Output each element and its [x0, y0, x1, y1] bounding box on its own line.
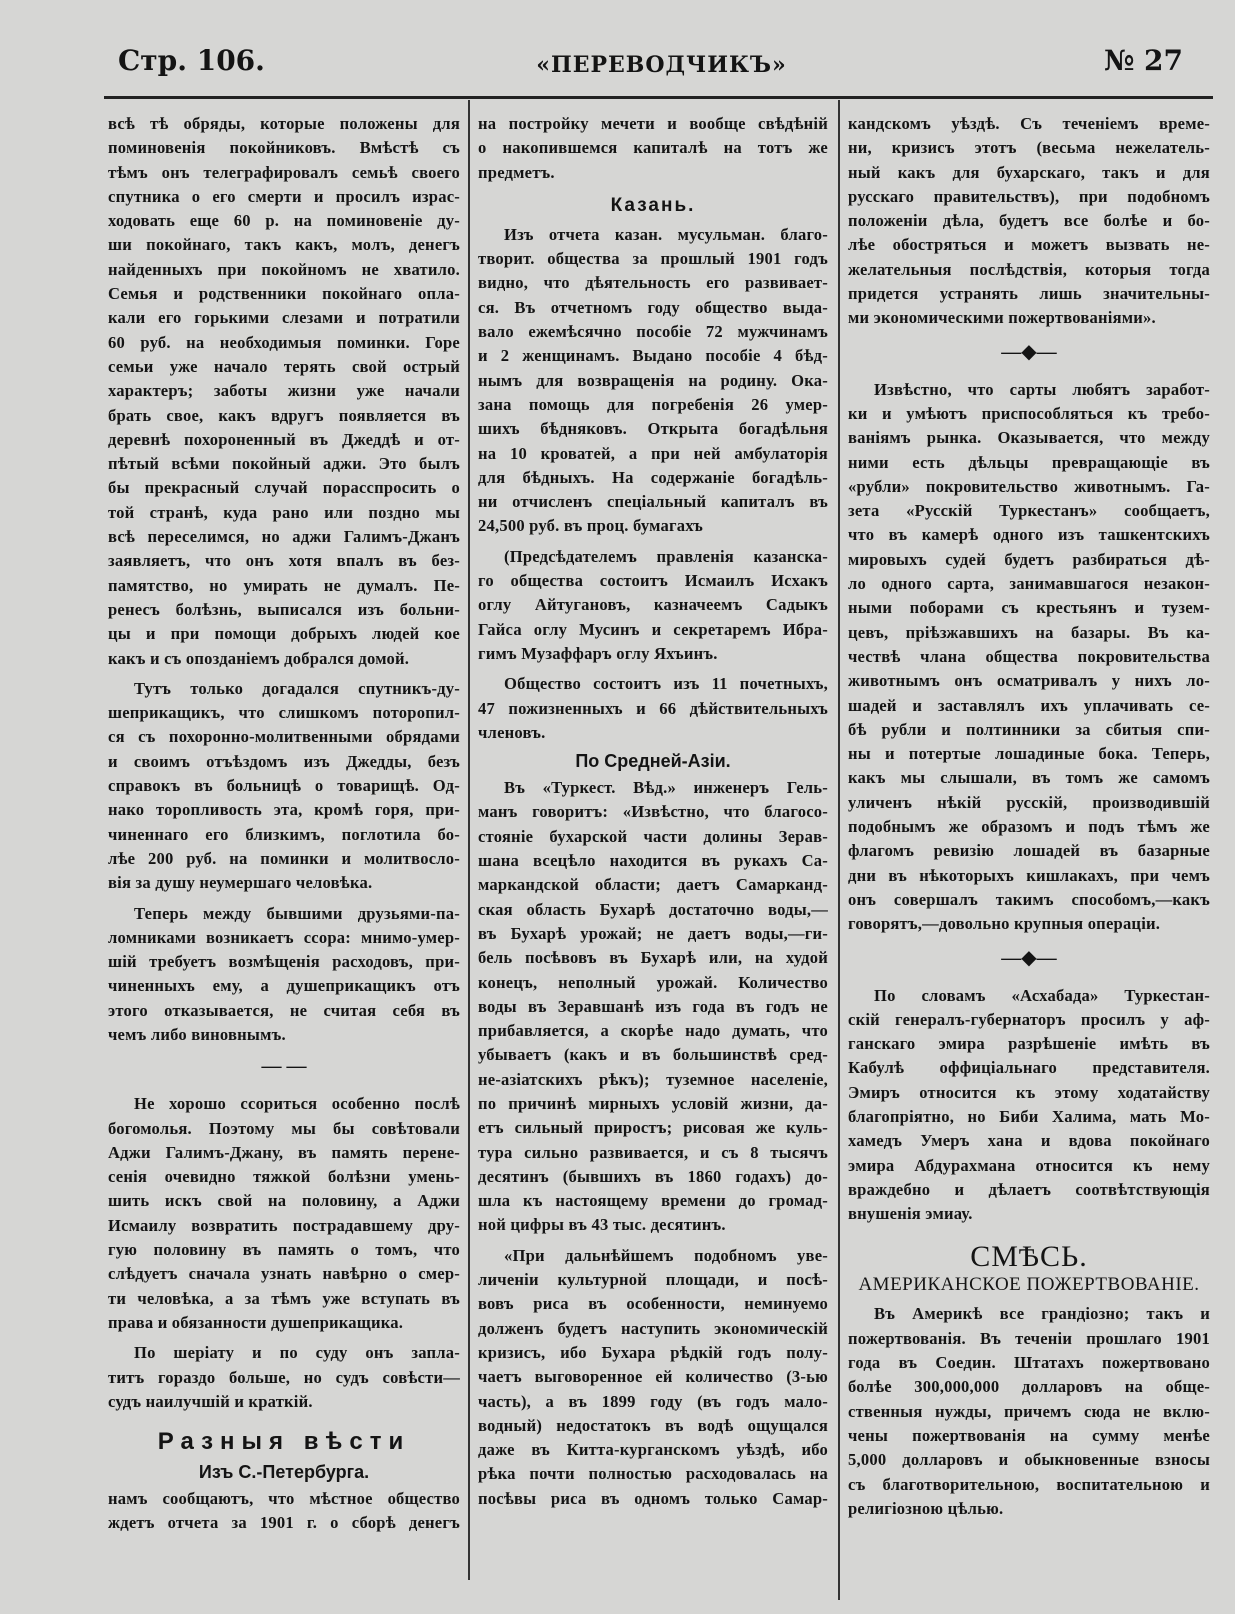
text-line: кризисъ, ибо Бухара рѣдкій годъ полу- [478, 1342, 828, 1362]
text-line: бель посѣвовъ въ Бухарѣ или, на худой [478, 948, 828, 968]
text-line: ждетъ отчета за 1901 г. о сборѣ денегъ [108, 1513, 460, 1533]
text-line: оглу Айтугановъ, казначеемъ Садыкъ [478, 595, 828, 615]
text-line: семьи уже начало терять свой острый [108, 356, 460, 376]
paragraph [108, 902, 460, 1048]
text-line: ходовать еще 60 р. на поминовеніе ду- [108, 211, 460, 231]
text-line: Гайса оглу Мусинъ и секретаремъ Ибра- [478, 619, 828, 639]
text-line: бѣ рубли и полтинники за сбитыя спи- [848, 719, 1210, 739]
text-line: ганскаго эмира разрѣшеніе имѣть въ [848, 1034, 1210, 1054]
text-line: манъ говоритъ: «Извѣстно, что благосо- [478, 802, 828, 822]
text-line: животнымъ онъ осматривалъ у нихъ ло- [848, 671, 1210, 691]
text-line: спутника о его смерти и просилъ израс- [108, 186, 460, 206]
text-line: и своимъ отъѣздомъ изъ Джедды, безъ [108, 751, 460, 771]
text-line: лѣе 200 руб. на поминки и молитвосло- [108, 848, 460, 868]
text-line: и 2 женщинамъ. Выдано пособіе 4 бѣд- [478, 346, 828, 366]
paragraph [848, 1302, 1210, 1521]
text-line: Въ Америкѣ все грандіозно; такъ и [874, 1304, 1210, 1324]
text-line: воды въ Зеравшанѣ изъ года въ годъ не [478, 996, 828, 1016]
text-line: прибавляется, а скорѣе надо думать, что [478, 1021, 828, 1041]
paragraph [108, 112, 460, 671]
text-line: Извѣстно, что сарты любятъ заработ- [874, 379, 1210, 399]
page-number: Стр. 106. [118, 44, 265, 77]
text-line: ми экономическими пожертвованіями». [848, 308, 1156, 328]
text-line: благопріятно, но Биби Халима, мать Мо- [848, 1106, 1210, 1126]
column-divider [468, 100, 470, 1580]
text-line: года въ Соедин. Штатахъ пожертвовано [848, 1353, 1210, 1373]
column-1 [108, 112, 460, 1542]
text-line: шеприкащикъ, что слишкомъ поторопил- [108, 703, 460, 723]
column-2 [478, 112, 828, 1517]
text-line: подобнымъ же образомъ и подъ тѣмъ же [848, 817, 1210, 837]
text-line: флагомъ ревизію лошадей въ базарные [848, 841, 1210, 861]
text-line: Исмаилу возвратить пострадавшему дру- [108, 1215, 460, 1235]
section-separator: —◆— [1001, 340, 1057, 363]
paragraph [848, 984, 1210, 1227]
paragraph [478, 112, 828, 185]
text-line: найденныхъ при покойномъ не хватило. [108, 259, 460, 279]
text-line: религіозною цѣлью. [848, 1498, 1004, 1518]
text-line: рѣка почти полностью расходовалась на [478, 1464, 828, 1484]
text-line: эмира Абдурахмана относится къ нему [848, 1155, 1210, 1175]
text-line: положеніи дѣла, будетъ все болѣе и бо- [848, 211, 1210, 231]
text-line: въ Бухарѣ урожай; не даетъ воды,—ги- [478, 923, 828, 943]
text-line: нымъ для возвращенія на родину. Ока- [478, 370, 828, 390]
text-line: водный) недостатокъ въ водѣ ощущался [478, 1415, 828, 1435]
paragraph [108, 677, 460, 896]
text-line: «рубли» покровительство животнымъ. Га- [848, 476, 1210, 496]
text-line: Тутъ только догадался спутникъ-ду- [134, 678, 460, 698]
paragraph [108, 1487, 460, 1536]
text-line: памятство, но умирать не думалъ. Пе- [108, 575, 460, 595]
text-line: 60 руб. на необходимыя поминки. Горе [108, 332, 460, 352]
text-line: ними есть дѣльцы превращающіе въ [848, 452, 1210, 472]
text-line: 5,000 долларовъ и обыкновенные взносы [848, 1450, 1210, 1470]
text-line: предметъ. [478, 162, 555, 182]
text-line: намъ сообщаютъ, что мѣстное общество [108, 1489, 460, 1509]
section-heading: По Средней-Азіи. [575, 751, 731, 772]
text-line: ки и умѣютъ приспособляться къ требо- [848, 403, 1210, 423]
text-line: ной цифры въ 43 тыс. десятинъ. [478, 1215, 726, 1235]
text-line: ши покойнаго, такъ какъ, молъ, денегъ [108, 235, 460, 255]
text-line: на постройку мечети и вообще свѣдѣній [478, 114, 828, 133]
text-line: богомолья. Поэтому мы бы совѣтовали [108, 1118, 460, 1138]
text-line: шла къ настоящему времени до громад- [478, 1191, 828, 1211]
paragraph [478, 1244, 828, 1511]
text-line: для бѣдныхъ. На содержаніе богадѣль- [478, 467, 828, 487]
text-line: убываетъ (какъ и въ большинствѣ сред- [478, 1045, 828, 1065]
text-line: Кабулѣ оффиціальнаго представителя. [848, 1058, 1210, 1078]
text-line: зета «Русскій Туркестанъ» сообщаетъ, [848, 501, 1210, 521]
text-line: тура сильно развивается, и съ 8 тысячъ [478, 1142, 828, 1162]
text-line: Общество состоитъ изъ 11 почетныхъ, [504, 674, 828, 694]
text-line: заявляетъ, что онъ хотя впалъ въ без- [108, 551, 460, 571]
text-line: ло одного сарта, занимавшагося незакон- [848, 574, 1210, 594]
text-line: придется устранять лишь значительны- [848, 284, 1210, 304]
text-line: нако торопливость эта, кромѣ горя, при- [108, 800, 460, 820]
text-line: онъ совершалъ такимъ способомъ,—какъ [848, 889, 1210, 909]
text-line: бы прекрасный случай порасспросить о [108, 478, 460, 498]
text-line: Семья и родственники покойнаго опла- [108, 284, 460, 304]
paragraph [108, 1341, 460, 1414]
text-line: брать свое, какъ вдругъ появляется въ [108, 405, 460, 425]
text-line: скій генералъ-губернаторъ просилъ у аф- [848, 1009, 1210, 1029]
text-line: гимъ Музаффаръ оглу Яхъинъ. [478, 643, 718, 663]
section-heading: Изъ С.-Петербурга. [198, 1462, 370, 1483]
text-line: долженъ будетъ наступить экономическій [478, 1318, 828, 1338]
text-line: го общества состоитъ Исмаилъ Исхакъ [478, 571, 828, 591]
text-line: Аджи Галимъ-Джану, въ память перене- [108, 1142, 460, 1162]
text-line: шить искъ свой на половину, а Аджи [108, 1191, 460, 1211]
text-line: хамедъ Умеръ хана и вдова покойнаго [848, 1131, 1210, 1151]
text-line: какъ и съ опозданіемъ добрался домой. [108, 648, 410, 668]
paragraph [848, 378, 1210, 937]
text-line: дни въ нѣкоторыхъ кишлакахъ, при чемъ [848, 865, 1210, 885]
text-line: шій требуетъ возмѣщенія расходовъ, при- [108, 952, 460, 972]
text-line: личеніи культурной площади, и посѣ- [478, 1270, 828, 1290]
text-line: съ благотворительною, воспитательною и [848, 1474, 1210, 1494]
text-line: «При дальнѣйшемъ подобномъ уве- [504, 1245, 828, 1265]
text-line: членовъ. [478, 722, 546, 742]
text-line: Изъ отчета казан. мусульман. благо- [504, 224, 828, 244]
paragraph [848, 112, 1210, 331]
text-line: шихъ бѣдняковъ. Открыта богадѣльня [478, 419, 828, 439]
text-line: уличенъ нѣкій русскій, производившій [848, 792, 1210, 812]
text-line: ти человѣка, а за тѣмъ уже вступать въ [108, 1288, 460, 1308]
text-line: гую половину въ память о томъ, что [108, 1240, 460, 1260]
text-line: справокъ въ больницѣ о товарищѣ. Од- [108, 776, 460, 796]
paragraph [478, 776, 828, 1238]
text-line: цевъ, пріѣзжавшихъ на базары. Въ ка- [848, 622, 1210, 642]
text-line: всѣ тѣ обряды, которые положены для [108, 114, 460, 133]
text-line: слѣдуетъ сначала узнать навѣрно о смер- [108, 1264, 460, 1284]
text-line: Въ «Туркест. Вѣд.» инженеръ Гель- [504, 778, 828, 798]
text-line: судъ наилучшій и краткій. [108, 1391, 313, 1411]
text-line: даже въ Китта-курганскомъ уѣздѣ, ибо [478, 1440, 828, 1460]
text-line: шадей и заставлялъ ихъ уплачивать се- [848, 695, 1210, 715]
text-line: той странѣ, куда рано или поздно мы [108, 502, 460, 522]
text-line: этого отказывается, не считая себя въ [108, 1000, 460, 1020]
text-line: ни, кризисъ этотъ (весьма нежелатель- [848, 138, 1210, 158]
paragraph [478, 223, 828, 539]
section-heading: Казань. [610, 194, 696, 216]
column-divider [838, 100, 840, 1600]
text-line: чаетъ выговоренное ей количество (3-ью [478, 1367, 828, 1387]
text-line: ный какъ для бухарскаго, такъ и для [848, 162, 1210, 182]
text-line: сенія очевидно тяжкой болѣзни умень- [108, 1167, 460, 1187]
text-line: конецъ, неполный урожай. Количество [478, 972, 828, 992]
text-line: внушенія эмиау. [848, 1204, 973, 1224]
text-line: враждебно и дѣлаетъ соотвѣтствующія [848, 1179, 1210, 1199]
section-separator: — — [261, 1055, 307, 1078]
text-line: кандскомъ уѣздѣ. Съ теченіемъ време- [848, 114, 1210, 133]
newspaper-title: «ПЕРЕВОДЧИКЪ» [536, 52, 787, 78]
text-line: Теперь между бывшими друзьями-па- [134, 903, 460, 923]
text-line: ваніямъ рынка. Оказывается, что между [848, 428, 1210, 448]
text-line: посѣвы риса въ одномъ только Самар- [478, 1488, 828, 1508]
text-line: зана помощь для погребенія 26 умер- [478, 394, 828, 414]
text-line: деревнѣ похороненный въ Джеддѣ и от- [108, 429, 460, 449]
text-line: русскаго правительствъ), при подобномъ [848, 186, 1210, 206]
text-line: что въ камерѣ одного изъ ташкентскихъ [848, 525, 1210, 545]
text-line: чествѣ члана общества покровительства [848, 646, 1210, 666]
text-line: 47 пожизненныхъ и 66 дѣйствительныхъ [478, 698, 828, 718]
text-line: чемъ либо виновнымъ. [108, 1024, 286, 1044]
text-line: желательныя послѣдствія, которыя тогда [848, 259, 1210, 279]
text-line: 24,500 руб. въ проц. бумагахъ [478, 516, 703, 536]
text-line: ломниками возникаетъ ссора: мнимо-умер- [108, 927, 460, 947]
text-line: Не хорошо ссориться особенно послѣ [134, 1094, 460, 1114]
section-heading: Разныя вѣсти [157, 1428, 411, 1456]
text-line: не-азіатскихъ рѣкъ); туземное населеніе, [478, 1069, 828, 1089]
text-line: вовъ риса въ особенности, неминуемо [478, 1294, 828, 1314]
text-line: По словамъ «Асхабада» Туркестан- [874, 985, 1210, 1005]
text-line: чиненнаго его близкимъ, поглотила бо- [108, 824, 460, 844]
paragraph [108, 1092, 460, 1335]
text-line: ся. Въ отчетномъ году общество выда- [478, 297, 828, 317]
text-line: ными поборами съ крестьянъ и тузем- [848, 598, 1210, 618]
paragraph [478, 672, 828, 745]
text-line: тѣмъ онъ телеграфировалъ семьѣ своего [108, 162, 460, 182]
text-line: на 10 кроватей, а при ней амбулаторія [478, 443, 828, 463]
text-line: творит. общества за прошлый 1901 годъ [478, 249, 828, 269]
text-line: по причинѣ мирныхъ условій жизни, да- [478, 1093, 828, 1113]
text-line: десятинъ (бывшихъ въ 1860 годахъ) до- [478, 1166, 828, 1186]
text-line: чены пожертвованія на сумму менѣе [848, 1425, 1210, 1445]
text-line: По шеріату и по суду онъ запла- [134, 1343, 460, 1363]
text-line: цы и при помощи добрыхъ людей кое [108, 624, 460, 644]
page-header [110, 40, 1213, 84]
text-line: Эмиръ относится къ этому ходатайству [848, 1082, 1210, 1102]
section-separator: —◆— [1001, 946, 1057, 969]
text-line: поминовенія покойниковъ. Вмѣстѣ съ [108, 138, 460, 158]
text-line: видно, что дѣятельность его развивает- [478, 273, 828, 293]
section-heading: АМЕРИКАНСКОЕ ПОЖЕРТВОВАНІЕ. [858, 1274, 1200, 1296]
paragraph [478, 545, 828, 666]
text-line: ны и потертые лошадиные бока. Теперь, [848, 744, 1210, 764]
text-line: чиненныхъ ему, а душеприкащикъ отъ [108, 976, 460, 996]
text-line: шана всецѣло находится въ рукахъ Са- [478, 851, 828, 871]
text-line: о накопившемся капиталѣ на тотъ же [478, 138, 828, 158]
text-line: титъ гораздо больше, но судъ совѣсти— [108, 1367, 460, 1387]
text-line: часть), а въ 1899 году (въ годъ мало- [478, 1391, 828, 1411]
text-line: какъ мы слышали, въ томъ же самомъ [848, 768, 1210, 788]
text-line: характеръ; заботы жизни уже начали [108, 381, 460, 401]
text-line: ственныя нужды, причемъ сюда не вклю- [848, 1401, 1210, 1421]
header-rule [104, 96, 1213, 99]
text-line: говорятъ,—довольно крупныя операціи. [848, 914, 1161, 934]
text-line: маркандской области; даетъ Самарканд- [478, 875, 828, 895]
text-line: права и обязанности душеприкащика. [108, 1312, 404, 1332]
text-line: стояніе бухарской части долины Зерав- [478, 826, 828, 846]
text-line: етъ сильный приростъ; рисовая же куль- [478, 1118, 828, 1138]
issue-number: № 27 [1103, 44, 1183, 77]
text-line: мировыхъ судей будетъ разбираться дѣ- [848, 549, 1210, 569]
text-line: (Предсѣдателемъ правленія казанска- [504, 546, 828, 566]
text-line: ся съ похоронно-молитвенными обрядами [108, 727, 460, 747]
text-line: ренесъ болѣзнь, выписался изъ больни- [108, 599, 460, 619]
text-line: болѣе 300,000,000 долларовъ на обще- [848, 1377, 1210, 1397]
text-line: всѣ переселимся, но аджи Галимъ-Джанъ [108, 527, 460, 547]
text-line: пѣтый всѣми покойный аджи. Это былъ [108, 454, 460, 474]
text-line: пожертвованія. Въ теченіи прошлаго 1901 [848, 1328, 1210, 1348]
text-line: ни отчисленъ спеціальный капиталъ въ [478, 492, 828, 512]
section-heading: СМѢСЬ. [970, 1240, 1088, 1274]
column-3 [848, 112, 1210, 1527]
text-line: кали его горькими слезами и потратили [108, 308, 460, 328]
text-line: вало ежемѣсячно пособіе 72 мужчинамъ [478, 322, 828, 342]
text-line: вія за душу неумершаго человѣка. [108, 873, 373, 893]
text-line: ская область Бухарѣ достаточно воды,— [478, 899, 828, 919]
text-line: лѣе обостряться и можетъ вызвать не- [848, 235, 1210, 255]
